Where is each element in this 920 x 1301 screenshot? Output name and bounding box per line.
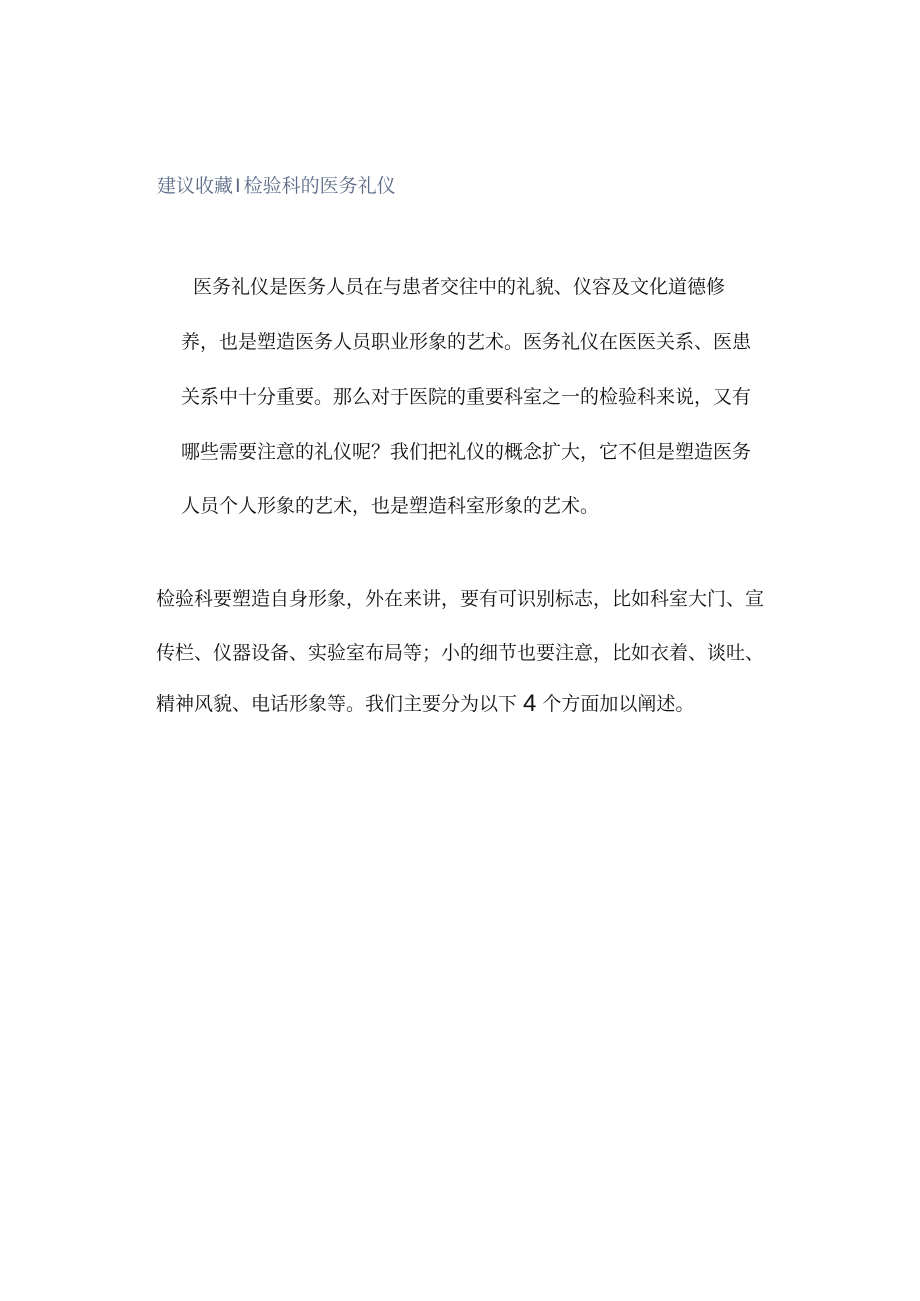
intro-line: 养，也是塑造医务人员职业形象的艺术。医务礼仪在医医关系、医患 bbox=[181, 331, 752, 353]
intro-line: 医务礼仪是医务人员在与患者交往中的礼貌、仪容及文化道德修 bbox=[193, 276, 726, 298]
aspect-count: 4 bbox=[523, 690, 537, 717]
title-main: 建议收藏 bbox=[157, 175, 234, 197]
title-sub: 检验科的医务礼仪 bbox=[243, 175, 396, 197]
body-line-last-before: 精神风貌、电话形象等。我们主要分为以下 bbox=[156, 693, 518, 715]
intro-line: 哪些需要注意的礼仪呢？我们把礼仪的概念扩大，它不但是塑造医务 bbox=[181, 441, 752, 463]
body-line: 传栏、仪器设备、实验室布局等；小的细节也要注意，比如衣着、谈吐、 bbox=[156, 642, 765, 664]
title-separator: I bbox=[235, 175, 241, 197]
intro-line: 关系中十分重要。那么对于医院的重要科室之一的检验科来说，又有 bbox=[181, 386, 752, 408]
body-line-last-after: 个方面加以阐述。 bbox=[542, 693, 695, 715]
body-line: 检验科要塑造自身形象，外在来讲，要有可识别标志，比如科室大门、宣 bbox=[156, 588, 765, 610]
intro-line: 人员个人形象的艺术，也是塑造科室形象的艺术。 bbox=[181, 495, 600, 517]
document-title bbox=[157, 174, 396, 198]
body-line-last bbox=[156, 691, 694, 716]
